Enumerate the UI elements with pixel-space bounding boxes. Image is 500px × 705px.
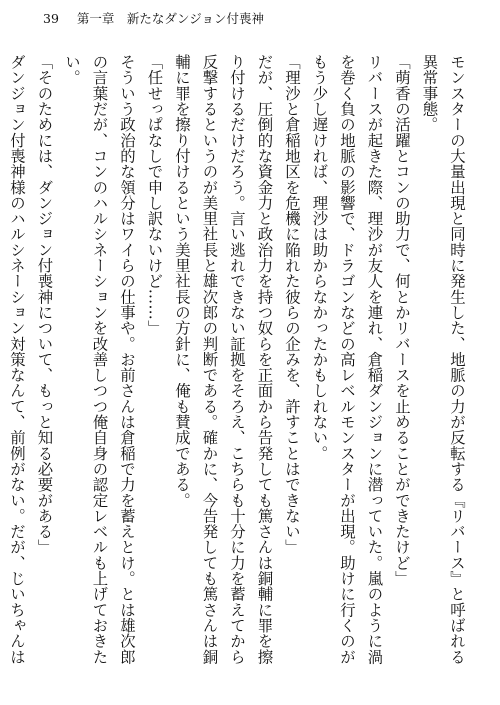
paragraph: 「萌香の活躍とコンの助力で、何とかリバースを止めることができたけど」 <box>393 54 411 587</box>
paragraph: リバースが起きた際、理沙が友人を連れ、倉稲ダンジョンに潜っていた。嵐のように渦を巻く負の地脈の影響で、ドラゴンなどの高レベルモンスターが出現。助けに行くのがもう少し遅ければ、理沙は助からなかったかもしれない。 <box>310 54 384 665</box>
page-number: 39 <box>43 11 59 26</box>
chapter-title: 第一章 新たなダンジョン付喪神 <box>76 11 264 26</box>
paragraph: ダンジョン付喪神様のハルシネーション対策なんて、前例がない。だが、じいちゃんは <box>8 54 26 665</box>
paragraph: モンスターの大量出現と同時に発生した、地脈の力が反転する『リバース』と呼ばれる異常事態。 <box>420 54 466 665</box>
paragraph: 「理沙と倉稲地区を危機に陥れた彼らの企みを、許すことはできない」 <box>283 54 301 555</box>
paragraph: だが、圧倒的な資金力と政治力を持つ奴らを正面から告発しても篤さんは銅輔に罪を擦り付けるだけだろう。言い逃れできない証拠をそろえ、こちらも十分に力を蓄えてから反撃するというのが美里社長と雄次郎の判断である。確かに、今告発しても篤さんは銅輔に罪を擦り付けるという美里社長の方針に、俺も賛成である。 <box>173 54 274 665</box>
paragraph: 「そのためには、ダンジョン付喪神について、もっと知る必要がある」 <box>35 54 54 555</box>
vertical-body-text <box>8 54 470 676</box>
paragraph: 「任せっぱなしで申し訳ないけど……」 <box>145 54 164 336</box>
paragraph: そういう政治的な領分はワイらの仕事や。お前さんは倉稲で力を蓄えとけ。とは雄次郎の言葉だが、コンのハルシネーションを改善しつつ俺自身の認定レベルも上げておきたい。 <box>63 54 136 665</box>
running-header <box>43 9 264 27</box>
